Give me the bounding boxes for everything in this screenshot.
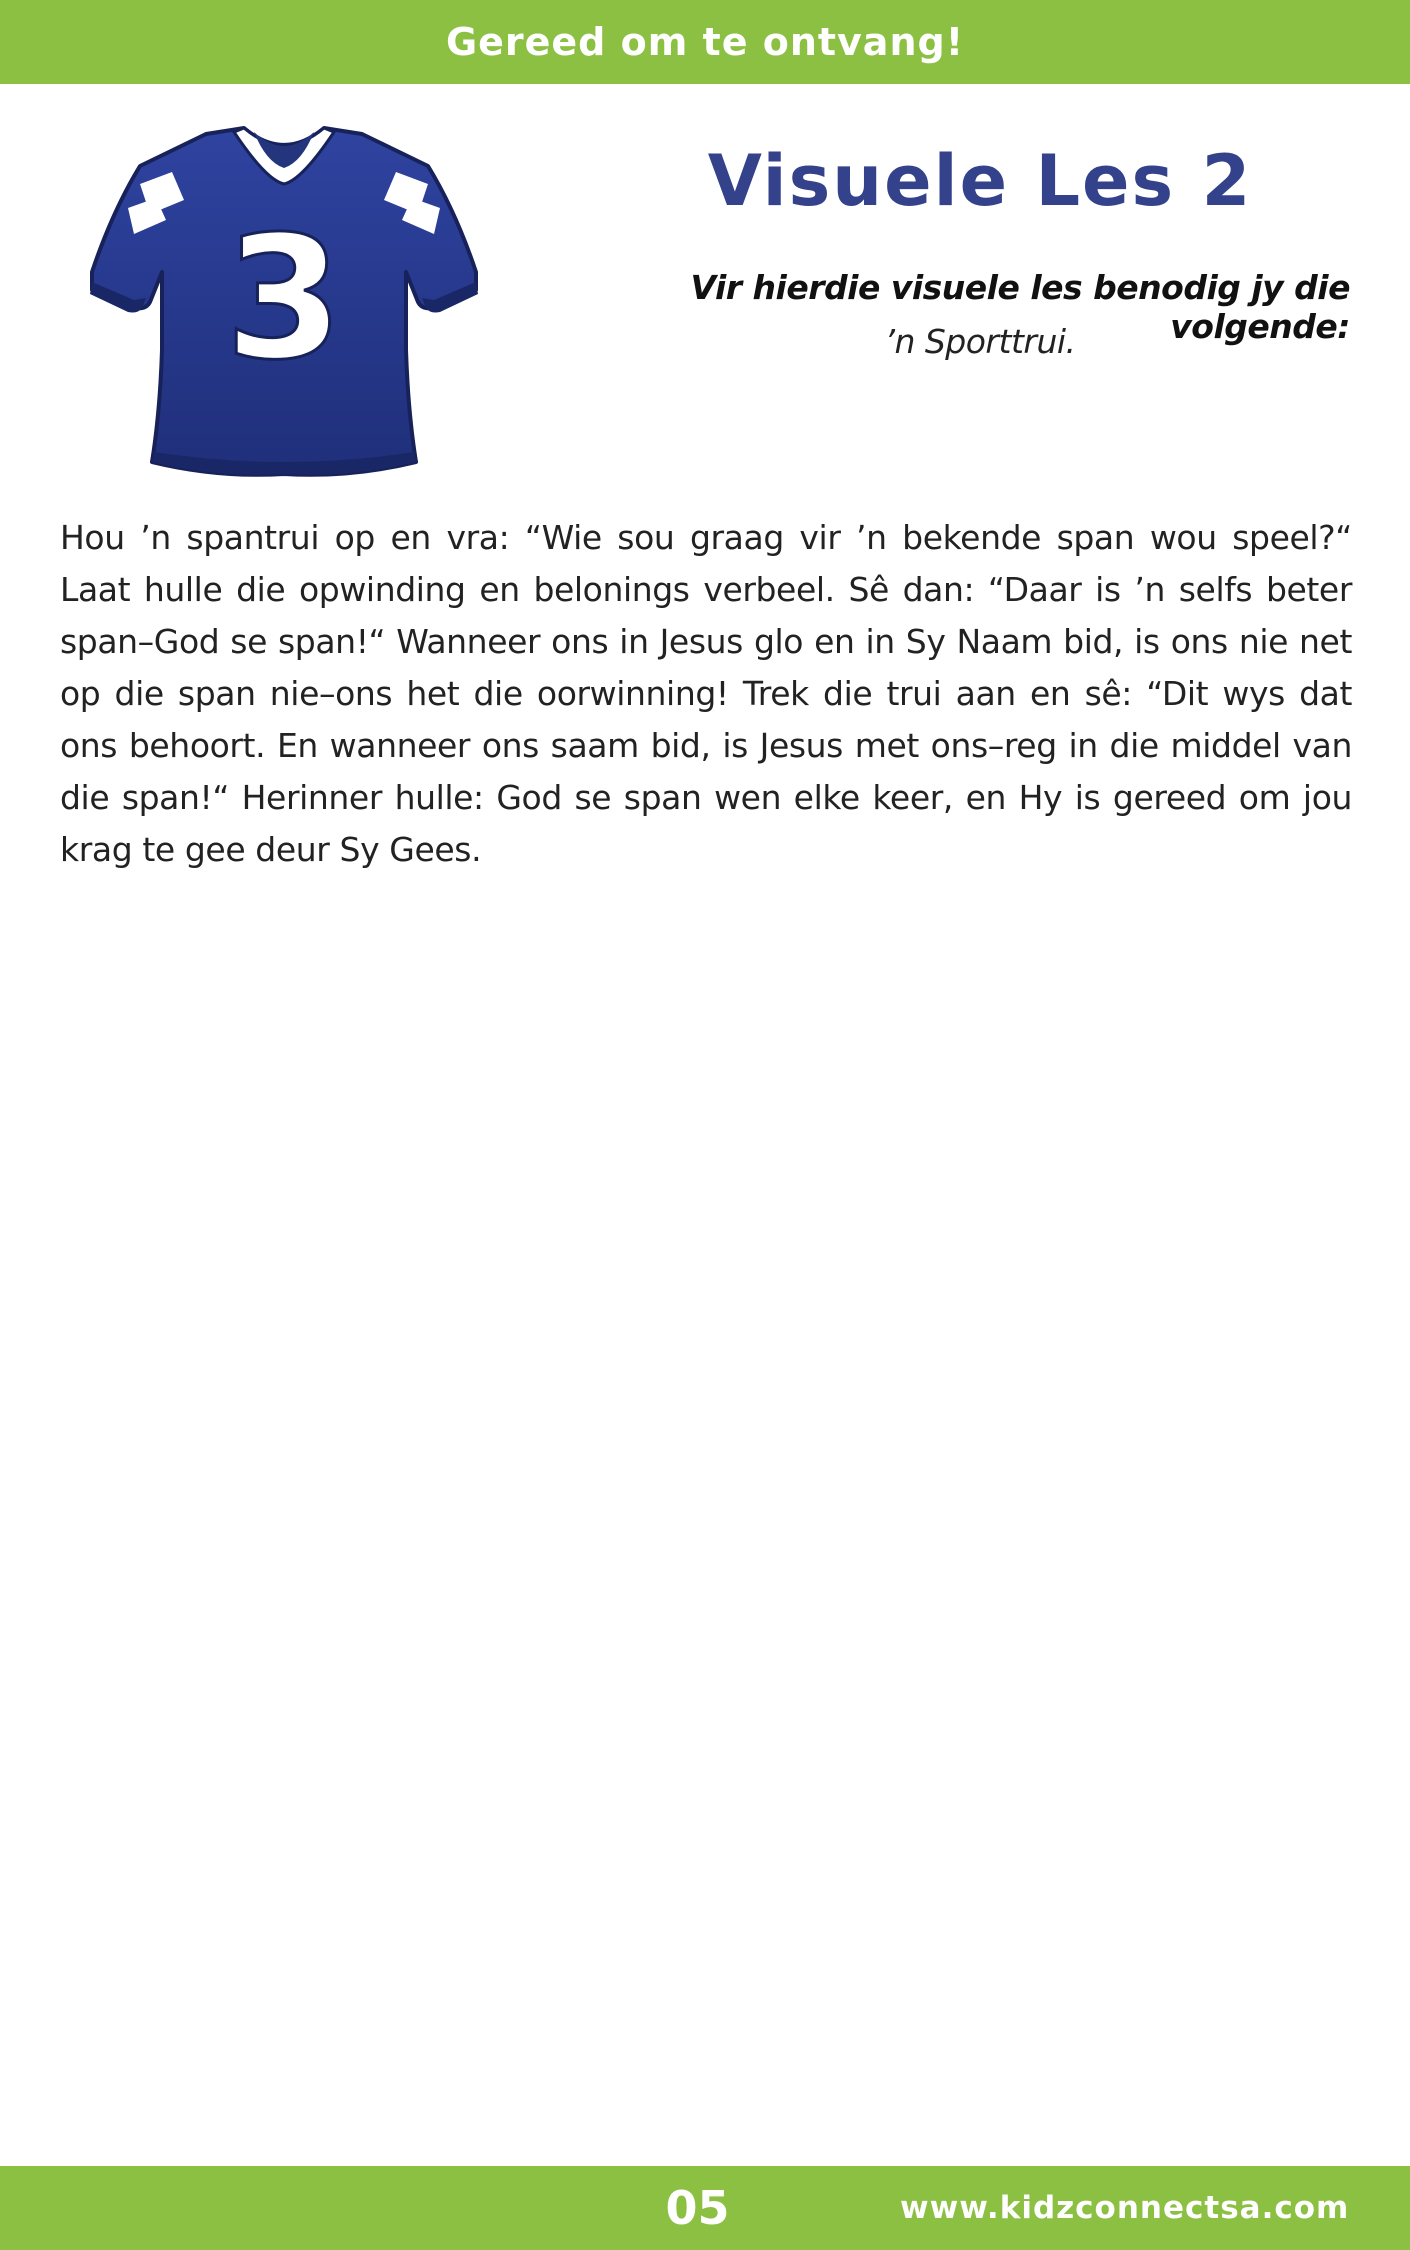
footer-bar [0, 2166, 1410, 2250]
materials-intro: Vir hierdie visuele les benodig jy die volgende: [690, 268, 1350, 346]
header-title: Gereed om te ontvang! [445, 20, 965, 64]
website-link[interactable]: www.kidzconnectsa.com [900, 2190, 1350, 2226]
materials-item: ’n Sporttrui. [884, 322, 1076, 361]
football-jersey-icon [88, 122, 480, 478]
lesson-title: Visuele Les 2 [707, 140, 1253, 222]
header-bar [0, 0, 1410, 84]
page-number: 05 [665, 2181, 730, 2235]
jersey-number: 3 [224, 200, 344, 398]
lesson-body-text: Hou ’n spantrui op en vra: “Wie sou graag vir ’n bekende span wou speel?“ Laat hulle die opwinding en belonings verbeel. Sê dan: “Daar is ’n selfs beter span–God se span!“ Wanneer ons in Jesus glo en in Sy Naam bid, is ons nie net op die span nie–ons het die oorwinning! Trek die trui aan en sê: “Dit wys dat ons behoort. En wanneer ons saam bid, is Jesus met ons–reg in die middel van die span!“ Herinner hulle: God se span wen elke keer, en Hy is gereed om jou krag te gee deur Sy Gees. [60, 518, 1352, 869]
